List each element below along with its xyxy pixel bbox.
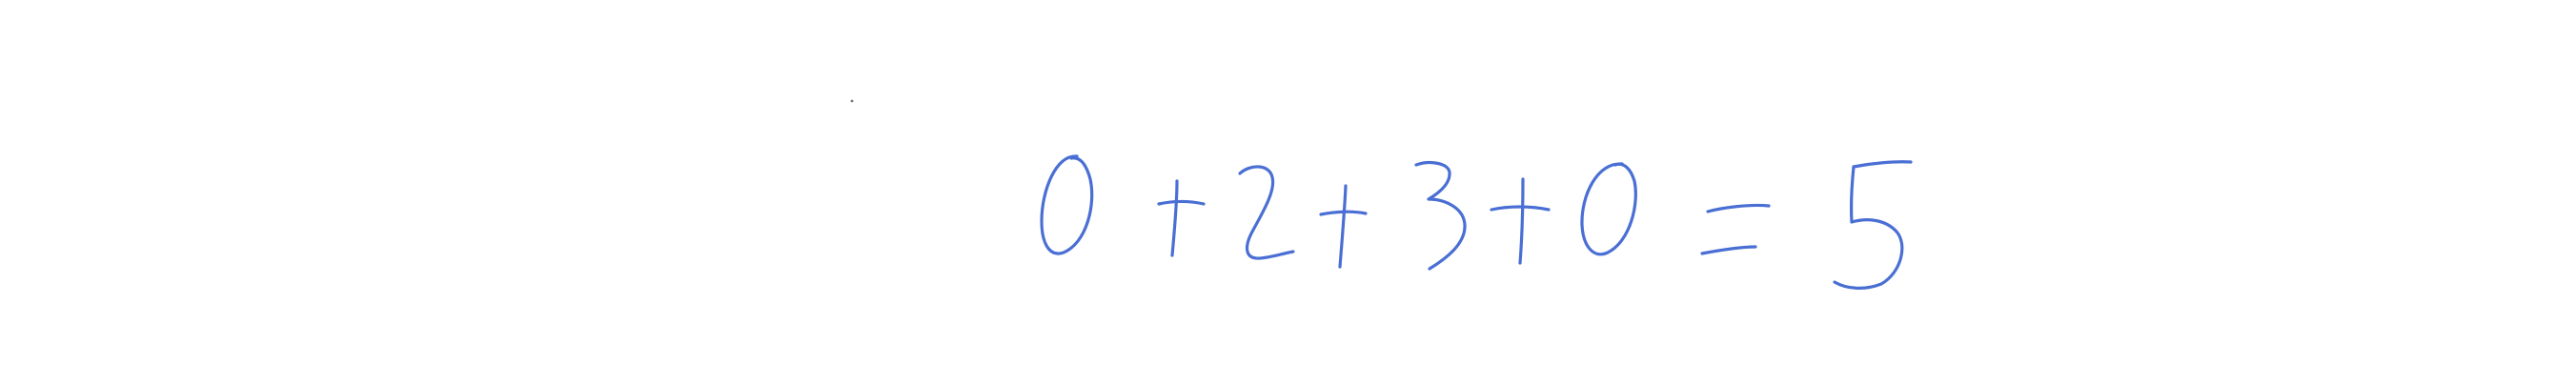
- plus-sign-1: [1159, 181, 1204, 255]
- digit-3: [1416, 163, 1465, 269]
- stray-dot: [851, 100, 854, 103]
- equals-sign: [1702, 205, 1769, 253]
- digit-0-second: [1582, 164, 1635, 254]
- plus-sign-2: [1321, 186, 1366, 267]
- plus-sign-3: [1491, 179, 1549, 263]
- digit-5-body: [1835, 167, 1902, 288]
- digit-0-first: [1042, 156, 1092, 253]
- digit-5: [1854, 162, 1911, 167]
- digit-2: [1240, 167, 1293, 258]
